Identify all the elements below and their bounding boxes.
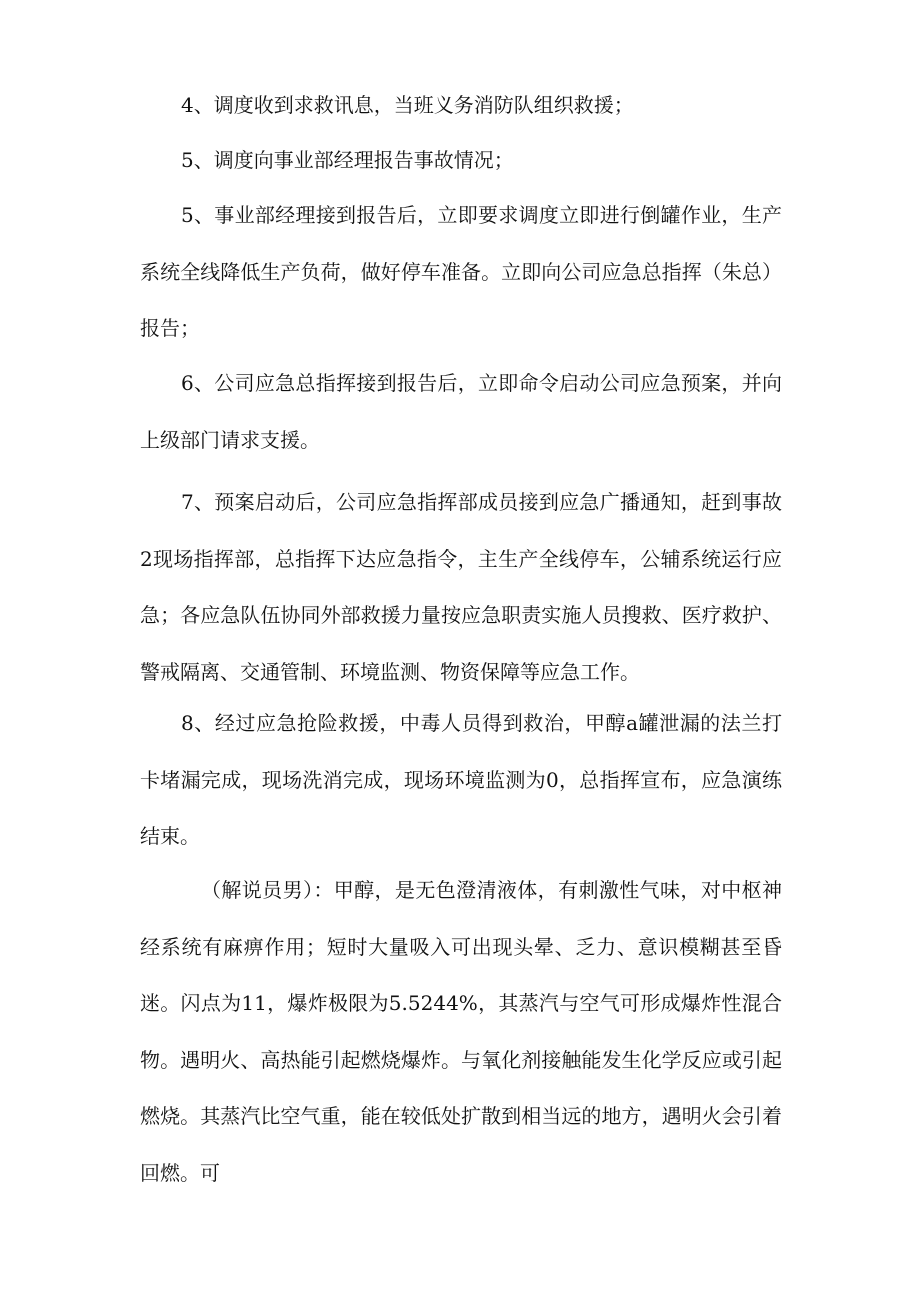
paragraph-step-7: 7、预案启动后，公司应急指挥部成员接到应急广播通知，赶到事故2现场指挥部，总指挥下达应急指令，主生产全线停车，公辅系统运行应急；各应急队伍协同外部救援力量按应急职责实施人员搜救、医疗救护、警戒隔离、交通管制、环境监测、物资保障等应急工作。 [140,490,782,684]
paragraph-narration: （解说员男）：甲醇，是无色澄清液体，有刺激性气味，对中枢神经系统有麻痹作用；短时大量吸入可出现头晕、乏力、意识模糊甚至昏迷。闪点为11，爆炸极限为5.5244%，其蒸汽与空气可形成爆炸性混合物。遇明火、高热能引起燃烧爆炸。与氧化剂接触能发生化学反应或引起燃烧。其蒸汽比空气重，能在较低处扩散到相当远的地方，遇明火会引着回燃。可 [140,878,782,1185]
paragraph-step-5b: 5、事业部经理接到报告后，立即要求调度立即进行倒罐作业，生产系统全线降低生产负荷，做好停车准备。立即向公司应急总指挥（朱总）报告； [140,203,782,340]
paragraph-step-4: 4、调度收到求救讯息，当班义务消防队组织救援； [181,93,634,117]
paragraph-step-8: 8、经过应急抢险救援，中毒人员得到救治，甲醇a罐泄漏的法兰打卡堵漏完成，现场洗消完成，现场环境监测为0，总指挥宣布，应急演练结束。 [140,711,782,848]
paragraph-step-5a: 5、调度向事业部经理报告事故情况； [181,148,514,172]
paragraph-step-6: 6、公司应急总指挥接到报告后，立即命令启动公司应急预案，并向上级部门请求支援。 [140,371,782,452]
